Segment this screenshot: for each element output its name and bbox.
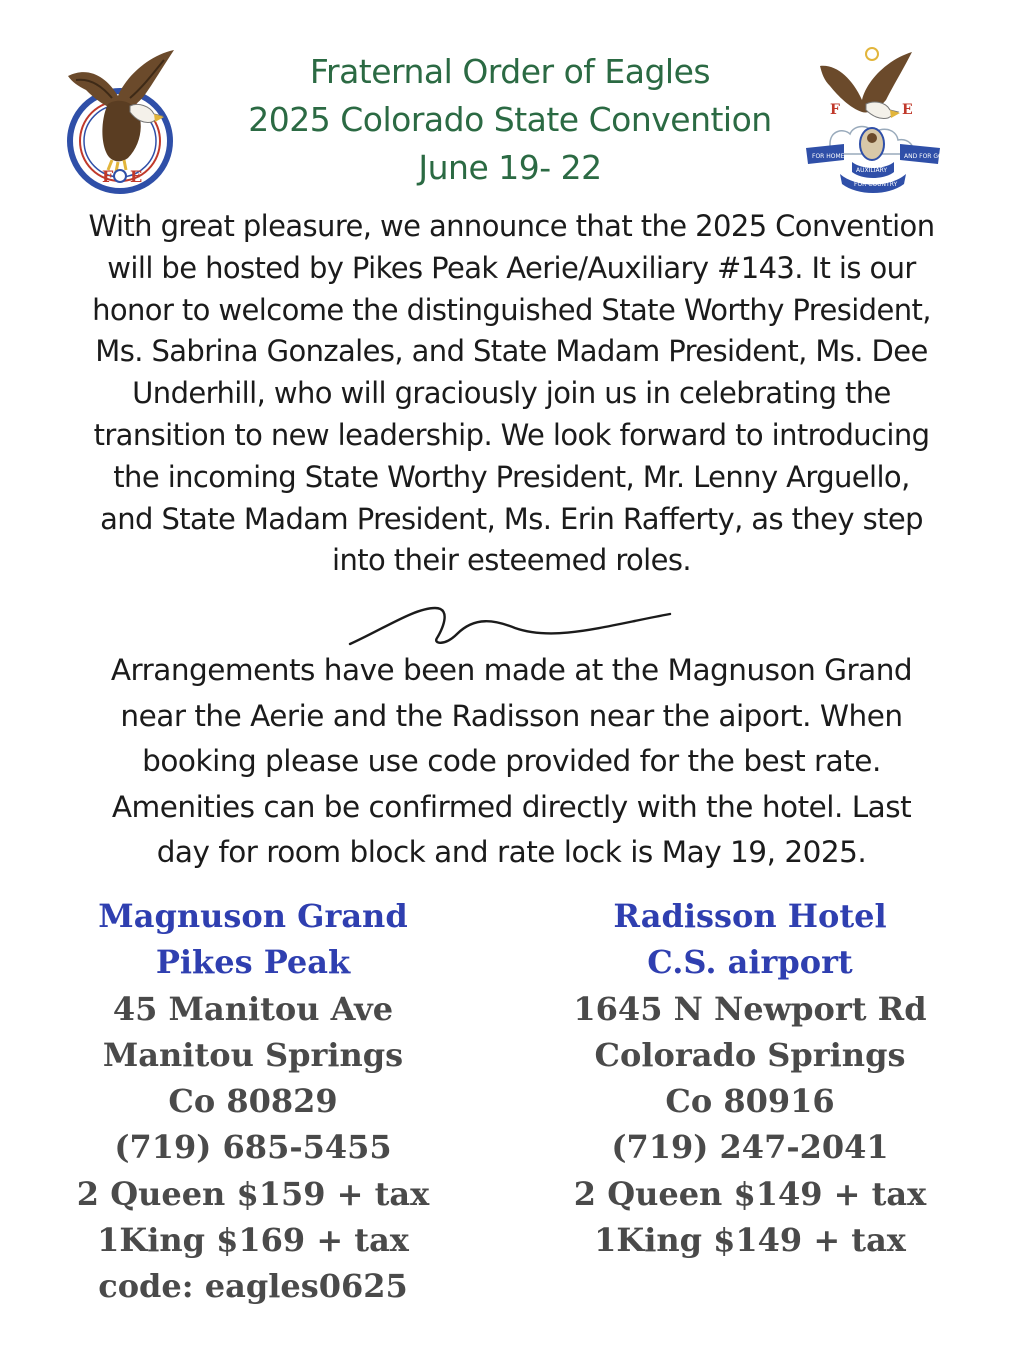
svg-text:E: E [130, 167, 143, 186]
hotel-address: 1645 N Newport Rd [573, 989, 927, 1028]
auxiliary-eagle-emblem-icon [800, 44, 950, 194]
hotel-phone: (719) 685-5455 [114, 1128, 392, 1167]
arrangements-line: day for room block and rate lock is May 19, 2025. [156, 835, 867, 869]
hotel-state-zip: Co 80916 [665, 1082, 835, 1121]
svg-text:F: F [830, 102, 840, 118]
hotel-city: Manitou Springs [102, 1035, 404, 1074]
arrangements-line: booking please use code provided for the best rate. [142, 744, 881, 778]
hotel-phone: (719) 247-2041 [611, 1128, 889, 1167]
arrangements-line: Arrangements have been made at the Magnuson Grand [110, 653, 913, 687]
hotel-address: 45 Manitou Ave [112, 989, 394, 1028]
squiggle-divider-icon [345, 598, 675, 654]
arrangements-line: Amenities can be confirmed directly with the hotel. Last [111, 789, 912, 824]
intro-line: Ms. Sabrina Gonzales, and State Madam President, Ms. Dee [95, 334, 928, 369]
hotel-state-zip: Co 80829 [168, 1082, 338, 1121]
intro-line: honor to welcome the distinguished State Worthy President, [92, 292, 931, 327]
arrangements-paragraph [20, 648, 1003, 876]
intro-line: into their esteemed roles. [332, 543, 691, 578]
banner-right-text: AND FOR GOD [904, 153, 948, 160]
intro-line: and State Madam President, Ms. Erin Rafferty, as they step [100, 501, 923, 536]
header-event-title: 2025 Colorado State Convention [248, 100, 772, 139]
intro-line: will be hosted by Pikes Peak Aerie/Auxiliary #143. It is our [107, 250, 916, 285]
seal-letters: F [102, 167, 114, 186]
hotel-name: Magnuson Grand [98, 897, 408, 935]
hotel-booking-code: code: eagles0625 [98, 1267, 408, 1306]
header [190, 48, 830, 192]
header-event-dates: June 19- 22 [418, 148, 602, 187]
intro-paragraph [20, 206, 1003, 582]
intro-line: the incoming State Worthy President, Mr. Lenny Arguello, [113, 459, 910, 494]
hotel-name: Radisson Hotel [613, 897, 887, 935]
hotel-city: Colorado Springs [594, 1035, 906, 1074]
hotel-radisson [530, 893, 970, 1263]
banner-left-text: FOR HOME [812, 153, 845, 160]
hotel-rate-king: 1King $149 + tax [594, 1221, 906, 1260]
banner-bottom-text: FOR COUNTRY [854, 181, 898, 188]
hotel-name: C.S. airport [647, 943, 853, 982]
header-org-name: Fraternal Order of Eagles [309, 52, 711, 91]
intro-line: transition to new leadership. We look forward to introducing [93, 417, 930, 452]
hotel-rate-queen: 2 Queen $159 + tax [76, 1174, 430, 1213]
banner-center-text: AUXILIARY [856, 167, 888, 174]
eagle-seal-icon [58, 46, 188, 196]
intro-line: Underhill, who will graciously join us in celebrating the [132, 376, 891, 411]
hotel-name: Pikes Peak [155, 943, 351, 982]
intro-line: With great pleasure, we announce that the 2025 Convention [88, 209, 935, 243]
hotel-rate-king: 1King $169 + tax [97, 1221, 409, 1260]
svg-text:E: E [902, 102, 913, 118]
arrangements-line: near the Aerie and the Radisson near the aiport. When [120, 698, 903, 733]
hotel-rate-queen: 2 Queen $149 + tax [573, 1174, 927, 1213]
hotel-magnuson-grand [33, 893, 473, 1310]
